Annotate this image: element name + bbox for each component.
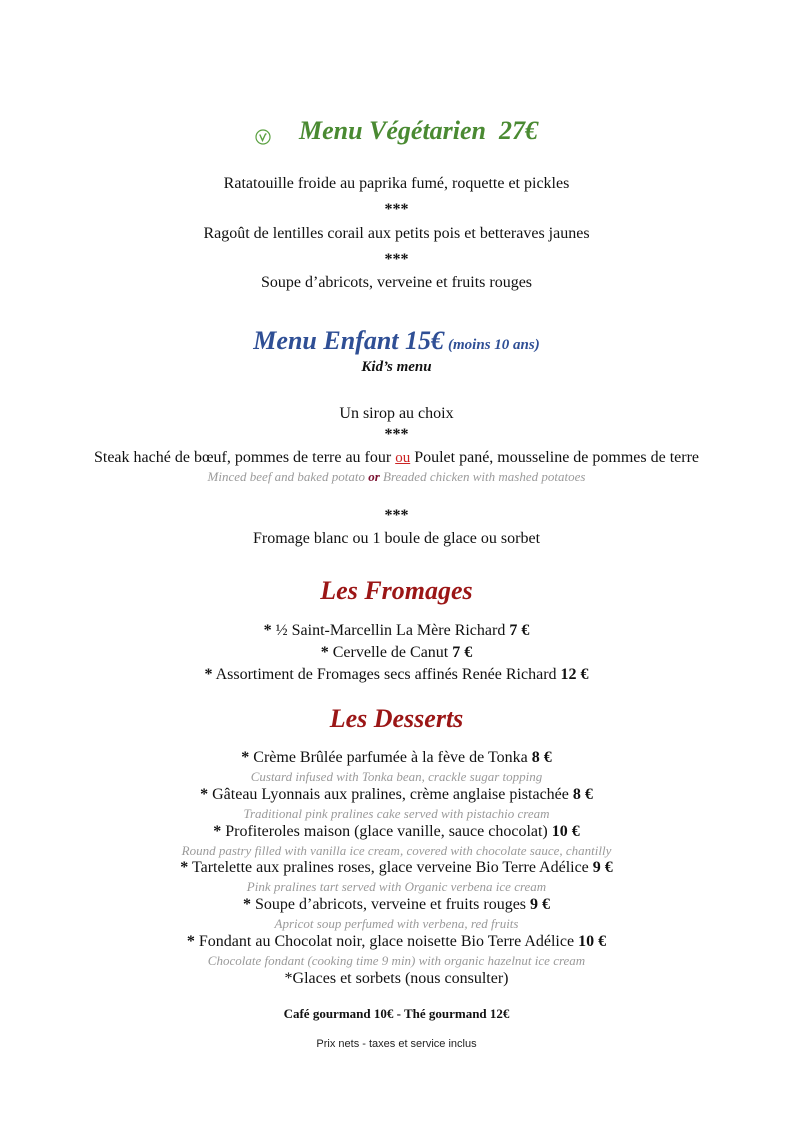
bullet: * xyxy=(213,823,222,840)
dessert-name: Fondant au Chocolat noir, glace noisette Bio Terre Adélice xyxy=(198,933,575,950)
dessert-price: 10 € xyxy=(578,933,607,950)
dessert-item xyxy=(0,933,793,951)
bullet: * xyxy=(242,896,251,913)
dessert-translation: Custard infused with Tonka bean, crackle sugar topping xyxy=(250,769,543,784)
kids-main-en-a: Minced beef and baked potato xyxy=(207,469,365,484)
cheese-price: 12 € xyxy=(560,666,589,683)
bullet: * xyxy=(263,622,272,639)
dessert-price: 9 € xyxy=(592,859,613,876)
dessert-price: 8 € xyxy=(572,786,593,803)
bullet: * xyxy=(241,749,250,766)
dessert-name: Profiteroles maison (glace vanille, sauce chocolat) xyxy=(225,823,548,840)
kids-main-option-a: Steak haché de bœuf, pommes de terre au four xyxy=(93,449,392,466)
kids-menu-subtitle: Kid’s menu xyxy=(361,359,432,375)
dessert-translation: Chocolate fondant (cooking time 9 min) with organic hazelnut ice cream xyxy=(207,953,586,968)
separator: *** xyxy=(384,426,409,443)
kids-main-option-b: Poulet pané, mousseline de pommes de terre xyxy=(414,449,700,466)
kids-drink: Un sirop au choix xyxy=(339,405,454,422)
bullet: * xyxy=(204,666,213,683)
dessert-translation: Pink pralines tart served with Organic verbena ice cream xyxy=(246,879,547,894)
cheese-price: 7 € xyxy=(452,644,473,661)
kids-main-en-or: or xyxy=(368,469,380,484)
price-footnote: Prix nets - taxes et service inclus xyxy=(316,1038,477,1050)
gourmand-offer: Café gourmand 10€ - Thé gourmand 12€ xyxy=(283,1006,510,1021)
veg-course-3: Soupe d’abricots, verveine et fruits rouges xyxy=(260,274,533,291)
dessert-price: 9 € xyxy=(530,896,551,913)
cheeses-title: Les Fromages xyxy=(320,576,473,605)
dessert-name: Soupe d’abricots, verveine et fruits rouges xyxy=(254,896,527,913)
kids-dessert: Fromage blanc ou 1 boule de glace ou sorbet xyxy=(252,530,541,547)
cheese-item xyxy=(0,622,793,640)
separator: *** xyxy=(384,201,409,218)
cheese-price: 7 € xyxy=(509,622,530,639)
separator: *** xyxy=(384,251,409,268)
cheese-name: Assortiment de Fromages secs affinés Renée Richard xyxy=(215,666,557,683)
dessert-name: Tartelette aux pralines roses, glace verveine Bio Terre Adélice xyxy=(191,859,589,876)
dessert-item xyxy=(0,896,793,914)
dessert-name: Crème Brûlée parfumée à la fève de Tonka xyxy=(253,749,528,766)
separator: *** xyxy=(384,507,409,524)
dessert-price: 10 € xyxy=(551,823,580,840)
dessert-translation: Apricot soup perfumed with verbena, red fruits xyxy=(274,916,519,931)
ice-cream-note: *Glaces et sorbets (nous consulter) xyxy=(284,970,509,987)
kids-menu-title: Menu Enfant 15€ xyxy=(253,326,445,355)
kids-main-en-b: Breaded chicken with mashed potatoes xyxy=(383,469,586,484)
cheese-name: Cervelle de Canut xyxy=(332,644,449,661)
dessert-price: 8 € xyxy=(531,749,552,766)
cheese-name: ½ Saint-Marcellin La Mère Richard xyxy=(275,622,506,639)
dessert-name: Gâteau Lyonnais aux pralines, crème anglaise pistachée xyxy=(212,786,569,803)
dessert-item xyxy=(0,859,793,877)
dessert-translation: Traditional pink pralines cake served with pistachio cream xyxy=(243,806,550,821)
cheese-item xyxy=(0,666,793,684)
veg-course-1: Ratatouille froide au paprika fumé, roquette et pickles xyxy=(223,175,570,192)
dessert-item xyxy=(0,786,793,804)
kids-main-course xyxy=(0,449,793,467)
cheese-item xyxy=(0,644,793,662)
vegetarian-menu-title: Menu Végétarien 27€ xyxy=(298,116,539,145)
dessert-item xyxy=(0,749,793,767)
veg-course-2: Ragoût de lentilles corail aux petits pois et betteraves jaunes xyxy=(203,225,590,242)
bullet: * xyxy=(320,644,329,661)
dessert-item xyxy=(0,823,793,841)
kids-menu-title-row xyxy=(0,326,793,356)
bullet: * xyxy=(200,786,209,803)
desserts-title: Les Desserts xyxy=(329,704,464,733)
kids-menu-age-note: (moins 10 ans) xyxy=(448,337,540,353)
vegetarian-leaf-icon xyxy=(255,122,271,138)
bullet: * xyxy=(186,933,195,950)
bullet: * xyxy=(180,859,189,876)
kids-main-or: ou xyxy=(395,450,411,466)
vegetarian-menu-title-row xyxy=(0,116,793,146)
dessert-translation: Round pastry filled with vanilla ice cream, covered with chocolate sauce, chantilly xyxy=(181,843,612,858)
kids-main-course-en xyxy=(0,469,793,485)
